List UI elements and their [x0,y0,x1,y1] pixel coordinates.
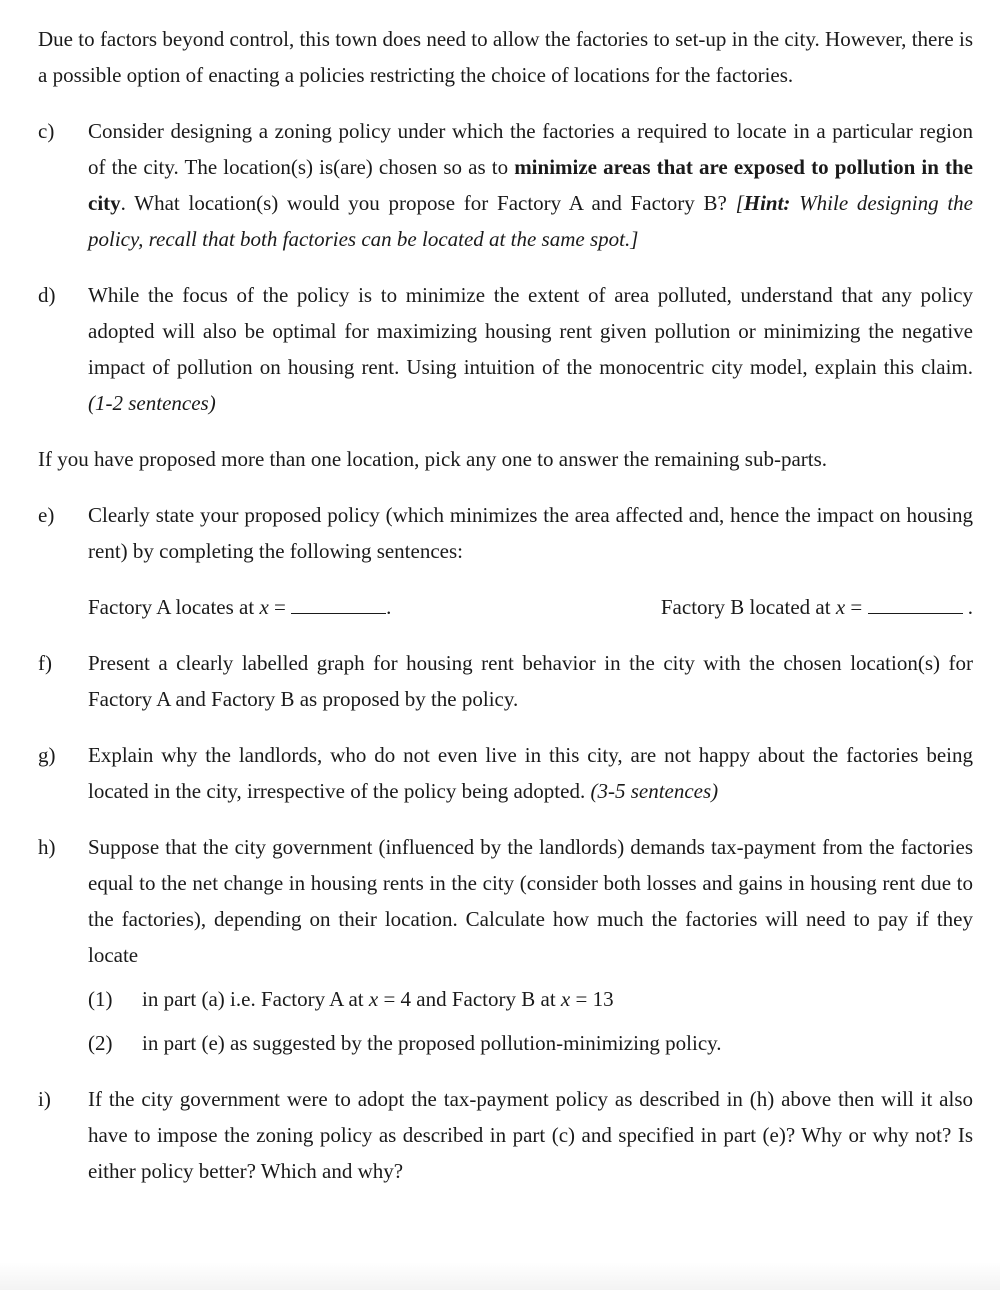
subpart-2: (2) in part (e) as suggested by the proposed pollution-minimizing policy. [88,1031,722,1055]
question-c [38,113,973,257]
question-h-label: h) [38,835,56,859]
question-h [38,829,973,1061]
subpart-1: (1) in part (a) i.e. Factory A at x = 4 and Factory B at x = 13 [88,987,614,1011]
question-e [38,497,973,625]
page-bottom-edge [0,1262,1000,1290]
question-d [38,277,973,421]
question-e-text: Clearly state your proposed policy (which minimizes the area affected and, hence the impact on housing rent) by completing the following sentences: [88,503,973,563]
question-i-label: i) [38,1087,51,1111]
fill-in-row [88,589,973,625]
question-g-label: g) [38,743,56,767]
question-g [38,737,973,809]
question-e-label: e) [38,503,55,527]
sentence-count-note: (1-2 sentences) [88,391,216,415]
hint: [Hint: While designing the policy, recall that both factories can be located at the same spot.] [88,191,973,251]
question-c-label: c) [38,119,55,143]
factory-b-sentence: Factory B located at x = . [660,595,973,619]
question-g-text: Explain why the landlords, who do not even live in this city, are not happy about the factories being located in the city, irrespective of the policy being adopted. (3-5 sentences) [88,743,973,803]
factory-a-sentence: Factory A locates at x = . [88,595,392,619]
factory-a-blank[interactable] [291,593,386,614]
question-i [38,1081,973,1189]
question-f-text: Present a clearly labelled graph for housing rent behavior in the city with the chosen location(s) for Factory A and Factory B as proposed by the policy. [88,651,973,711]
question-f [38,645,973,717]
instruction-note: If you have proposed more than one location, pick any one to answer the remaining sub-parts. [38,447,828,471]
sentence-count-note: (3-5 sentences) [590,779,719,803]
question-d-text: While the focus of the policy is to minimize the extent of area polluted, understand that any policy adopted will also be optimal for maximizing housing rent given pollution or minimizing the negative impact of pollution on housing rent. Using intuition of the monocentric city model, explain this claim. (1-2 sentences) [88,283,973,415]
bold-emphasis: minimize areas that are exposed to pollution in the city [88,155,973,215]
factory-b-blank[interactable] [868,593,963,614]
question-d-label: d) [38,283,56,307]
question-i-text: If the city government were to adopt the tax-payment policy as described in (h) above then will it also have to impose the zoning policy as described in part (c) and specified in part (e)? Why or why not? Is either policy better? Which and why? [88,1087,973,1183]
question-f-label: f) [38,651,52,675]
question-h-text: Suppose that the city government (influenced by the landlords) demands tax-payment from the factories equal to the net change in housing rents in the city (consider both losses and gains in housing rent due to the factories), depending on their location. Calculate how much the factories will need to pay if they locate [88,835,973,967]
document-page [38,21,973,1209]
intro-paragraph: Due to factors beyond control, this town does need to allow the factories to set-up in the city. However, there is a possible option of enacting a policies restricting the choice of locations for the factories. [38,27,973,87]
question-c-text: Consider designing a zoning policy under which the factories a required to locate in a particular region of the city. The location(s) is(are) chosen so as to minimize areas that are exposed to pollution in the city. What location(s) would you propose for Factory A and Factory B? [Hint: While designing the policy, recall that both factories can be located at the same spot.] [88,119,973,251]
